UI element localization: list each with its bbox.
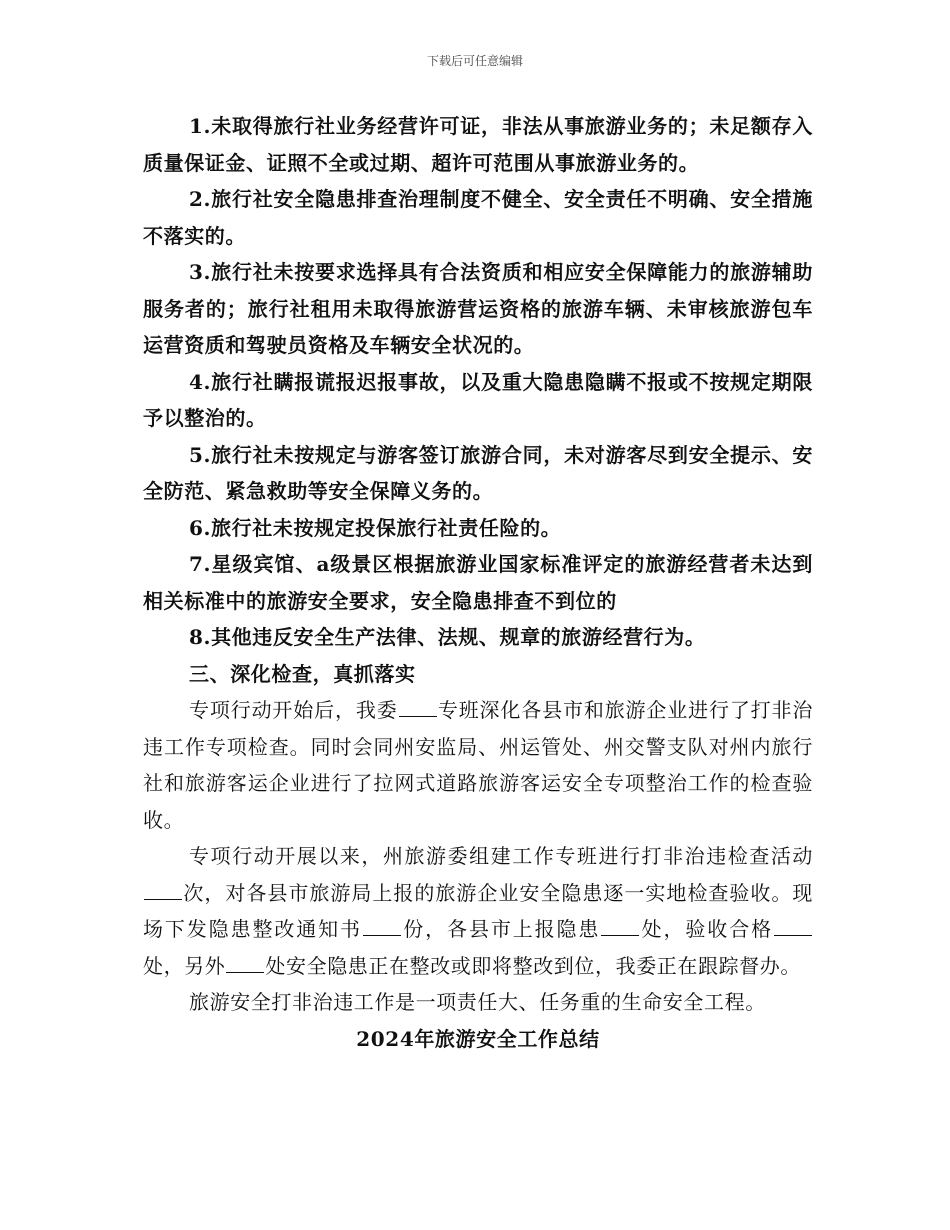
text-run: 专项行动开展以来，州旅游委组建工作专班进行打非治违检查活动 (189, 844, 813, 868)
list-item: 8.其他违反安全生产法律、法规、规章的旅游经营行为。 (189, 625, 706, 649)
text-run: 专班深化各县市和旅游企业进行了打非治违工作专项检查。同时会同州安监局、州运管处、州交警支队对州内旅行社和旅游客运企业进行了拉网式道路旅游客运安全专项整治工作的检查验收。 (143, 698, 813, 832)
list-item: 7.星级宾馆、a级景区根据旅游业国家标准评定的旅游经营者未达到相关标准中的旅游安全要求，安全隐患排查不到位的 (143, 552, 813, 613)
paragraph-conclusion: 旅游安全打非治违工作是一项责任大、任务重的生命安全工程。 (189, 990, 766, 1014)
blank-field (144, 881, 182, 900)
paragraph-results (143, 838, 813, 984)
blank-field (601, 917, 639, 936)
list-item: 5.旅行社未按规定与游客签订旅游合同，未对游客尽到安全提示、安全防范、紧急救助等安全保障义务的。 (143, 442, 813, 503)
list-item: 1.未取得旅行社业务经营许可证，非法从事旅游业务的；未足额存入质量保证金、证照不全或过期、超许可范围从事旅游业务的。 (143, 114, 813, 175)
blank-field (363, 917, 401, 936)
list-item: 2.旅行社安全隐患排查治理制度不健全、安全责任不明确、安全措施不落实的。 (143, 187, 813, 248)
list-item: 4.旅行社瞒报谎报迟报事故，以及重大隐患隐瞒不报或不按规定期限予以整治的。 (143, 369, 813, 430)
text-run: 处，另外 (143, 953, 226, 978)
blank-field (226, 954, 264, 973)
list-item: 6.旅行社未按规定投保旅行社责任险的。 (189, 515, 562, 540)
section-heading: 三、深化检查，真抓落实 (189, 661, 416, 686)
text-run: 专项行动开始后，我委 (189, 698, 398, 722)
text-run: 处安全隐患正在整改或即将整改到位，我委正在跟踪督办。 (265, 953, 802, 978)
text-run: 次，对各县市旅游局上报的旅游企业安全隐患逐一实地检查验收。现场下发隐患整改通知书 (143, 880, 813, 941)
page-header: 下载后可任意编辑 (426, 54, 523, 68)
text-run: 处，验收合格 (640, 917, 773, 941)
document-body (143, 108, 813, 1057)
blank-field (399, 698, 437, 717)
text-run: 份，各县市上报隐患 (401, 917, 601, 941)
list-item: 3.旅行社未按要求选择具有合法资质和相应安全保障能力的旅游辅助服务者的；旅行社租用未取得旅游营运资格的旅游车辆、未审核旅游包车运营资质和驾驶员资格及车辆安全状况的。 (143, 260, 813, 357)
document-title: 2024年旅游安全工作总结 (356, 1026, 600, 1051)
paragraph-inspection (143, 692, 813, 838)
blank-field (774, 917, 812, 936)
